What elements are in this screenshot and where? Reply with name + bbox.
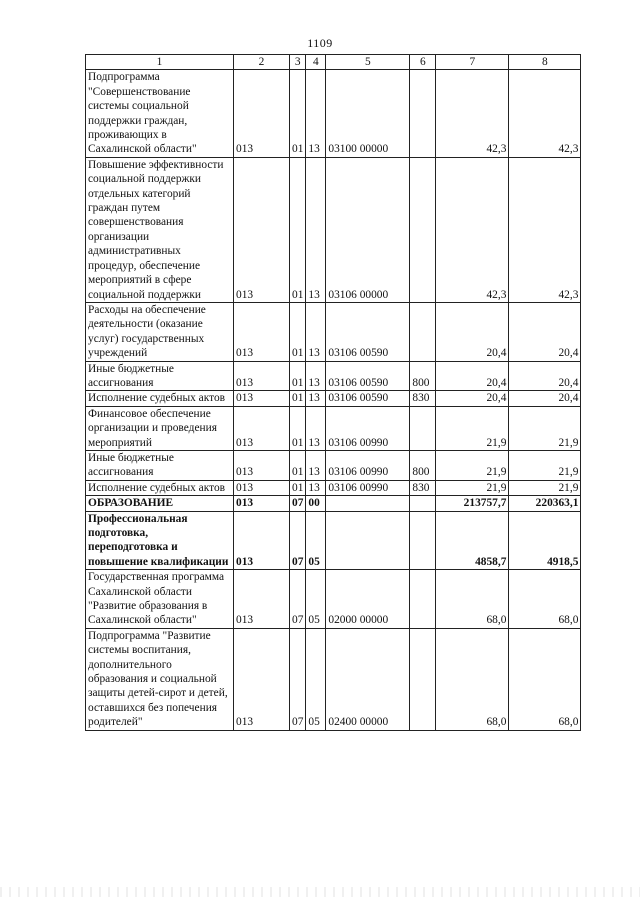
row-subsection-cell: 00: [306, 496, 326, 511]
row-amount-2-cell: 4918,5: [509, 511, 581, 570]
row-subsection-cell: 13: [306, 450, 326, 480]
row-name-cell: Иные бюджетные ассигнования: [86, 361, 234, 391]
row-amount-1-cell: 68,0: [436, 628, 509, 730]
table-row: [86, 570, 581, 629]
row-section-cell: 01: [290, 361, 306, 391]
row-name-cell: Исполнение судебных актов: [86, 480, 234, 495]
row-amount-1-cell: 21,9: [436, 480, 509, 495]
header-cell: 5: [326, 55, 410, 70]
row-name-cell: Исполнение судебных актов: [86, 391, 234, 406]
row-name-cell: Иные бюджетные ассигнования: [86, 450, 234, 480]
row-expense-type-cell: [410, 70, 436, 157]
row-amount-2-cell: 21,9: [509, 406, 581, 450]
row-amount-2-cell: 20,4: [509, 302, 581, 361]
row-name-cell: Государственная программа Сахалинской области "Развитие образования в Сахалинской области": [86, 570, 234, 629]
row-expense-type-cell: 800: [410, 361, 436, 391]
row-subsection-cell: 13: [306, 391, 326, 406]
row-amount-2-cell: 20,4: [509, 391, 581, 406]
row-amount-1-cell: 21,9: [436, 450, 509, 480]
row-subsection-cell: 05: [306, 628, 326, 730]
row-amount-2-cell: 42,3: [509, 70, 581, 157]
row-amount-1-cell: 20,4: [436, 391, 509, 406]
row-section-cell: 01: [290, 70, 306, 157]
row-subsection-cell: 13: [306, 361, 326, 391]
row-target-article-cell: 03106 00590: [326, 391, 410, 406]
header-cell: 8: [509, 55, 581, 70]
row-target-article-cell: 03106 00990: [326, 480, 410, 495]
row-expense-type-cell: [410, 496, 436, 511]
row-expense-type-cell: 800: [410, 450, 436, 480]
table-row: [86, 70, 581, 157]
row-section-cell: 07: [290, 570, 306, 629]
table-row: [86, 450, 581, 480]
row-section-cell: 01: [290, 480, 306, 495]
table-row: [86, 391, 581, 406]
row-target-article-cell: 03106 00990: [326, 450, 410, 480]
row-section-cell: 01: [290, 450, 306, 480]
row-code-cell: 013: [234, 628, 290, 730]
row-amount-1-cell: 21,9: [436, 406, 509, 450]
header-cell: 2: [234, 55, 290, 70]
row-amount-1-cell: 42,3: [436, 70, 509, 157]
row-amount-1-cell: 20,4: [436, 361, 509, 391]
scan-noise: [0, 887, 640, 897]
header-cell: 7: [436, 55, 509, 70]
row-subsection-cell: 13: [306, 480, 326, 495]
row-section-cell: 01: [290, 157, 306, 302]
row-expense-type-cell: [410, 157, 436, 302]
row-amount-1-cell: 68,0: [436, 570, 509, 629]
table-row: [86, 511, 581, 570]
row-target-article-cell: 03106 00990: [326, 406, 410, 450]
row-code-cell: 013: [234, 406, 290, 450]
row-name-cell: ОБРАЗОВАНИЕ: [86, 496, 234, 511]
row-expense-type-cell: [410, 406, 436, 450]
row-name-cell: Повышение эффективности социальной поддержки отдельных категорий граждан путем совершенствования организации административных процедур, обеспечение мероприятий в сфере социальной поддержки: [86, 157, 234, 302]
row-amount-1-cell: 4858,7: [436, 511, 509, 570]
row-code-cell: 013: [234, 570, 290, 629]
row-target-article-cell: 03106 00000: [326, 157, 410, 302]
row-section-cell: 07: [290, 511, 306, 570]
row-amount-1-cell: 213757,7: [436, 496, 509, 511]
table-row: [86, 496, 581, 511]
row-code-cell: 013: [234, 511, 290, 570]
header-cell: 3: [290, 55, 306, 70]
row-target-article-cell: [326, 511, 410, 570]
row-code-cell: 013: [234, 450, 290, 480]
row-amount-1-cell: 20,4: [436, 302, 509, 361]
row-amount-2-cell: 42,3: [509, 157, 581, 302]
row-subsection-cell: 05: [306, 511, 326, 570]
row-amount-2-cell: 220363,1: [509, 496, 581, 511]
row-subsection-cell: 05: [306, 570, 326, 629]
row-code-cell: 013: [234, 496, 290, 511]
row-amount-1-cell: 42,3: [436, 157, 509, 302]
row-section-cell: 07: [290, 628, 306, 730]
table-row: [86, 361, 581, 391]
row-target-article-cell: 02000 00000: [326, 570, 410, 629]
row-subsection-cell: 13: [306, 70, 326, 157]
table-row: [86, 157, 581, 302]
table-row: [86, 480, 581, 495]
row-target-article-cell: 03106 00590: [326, 302, 410, 361]
row-expense-type-cell: [410, 570, 436, 629]
row-expense-type-cell: [410, 628, 436, 730]
row-section-cell: 01: [290, 391, 306, 406]
row-target-article-cell: 02400 00000: [326, 628, 410, 730]
row-name-cell: Подпрограмма "Развитие системы воспитания, дополнительного образования и социальной защиты детей-сирот и детей, оставшихся без попечения родителей": [86, 628, 234, 730]
page-number: 1109: [307, 36, 333, 50]
row-name-cell: Профессиональная подготовка, переподготовка и повышение квалификации: [86, 511, 234, 570]
row-expense-type-cell: 830: [410, 480, 436, 495]
row-section-cell: 01: [290, 406, 306, 450]
row-expense-type-cell: [410, 511, 436, 570]
header-cell: 6: [410, 55, 436, 70]
row-amount-2-cell: 21,9: [509, 480, 581, 495]
row-code-cell: 013: [234, 361, 290, 391]
header-cell: 4: [306, 55, 326, 70]
row-amount-2-cell: 68,0: [509, 628, 581, 730]
row-subsection-cell: 13: [306, 302, 326, 361]
row-section-cell: 07: [290, 496, 306, 511]
table-row: [86, 406, 581, 450]
row-amount-2-cell: 21,9: [509, 450, 581, 480]
row-target-article-cell: 03106 00590: [326, 361, 410, 391]
row-code-cell: 013: [234, 391, 290, 406]
row-subsection-cell: 13: [306, 157, 326, 302]
row-amount-2-cell: 20,4: [509, 361, 581, 391]
row-code-cell: 013: [234, 70, 290, 157]
row-name-cell: Подпрограмма "Совершенствование системы социальной поддержки граждан, проживающих в Сахалинской области": [86, 70, 234, 157]
table-header-row: [86, 55, 581, 70]
row-code-cell: 013: [234, 157, 290, 302]
row-target-article-cell: [326, 496, 410, 511]
row-code-cell: 013: [234, 302, 290, 361]
row-name-cell: Финансовое обеспечение организации и проведения мероприятий: [86, 406, 234, 450]
row-subsection-cell: 13: [306, 406, 326, 450]
table-row: [86, 302, 581, 361]
row-amount-2-cell: 68,0: [509, 570, 581, 629]
row-target-article-cell: 03100 00000: [326, 70, 410, 157]
row-expense-type-cell: [410, 302, 436, 361]
row-name-cell: Расходы на обеспечение деятельности (оказание услуг) государственных учреждений: [86, 302, 234, 361]
header-cell: 1: [86, 55, 234, 70]
row-expense-type-cell: 830: [410, 391, 436, 406]
budget-table: [85, 54, 581, 731]
row-code-cell: 013: [234, 480, 290, 495]
row-section-cell: 01: [290, 302, 306, 361]
table-row: [86, 628, 581, 730]
